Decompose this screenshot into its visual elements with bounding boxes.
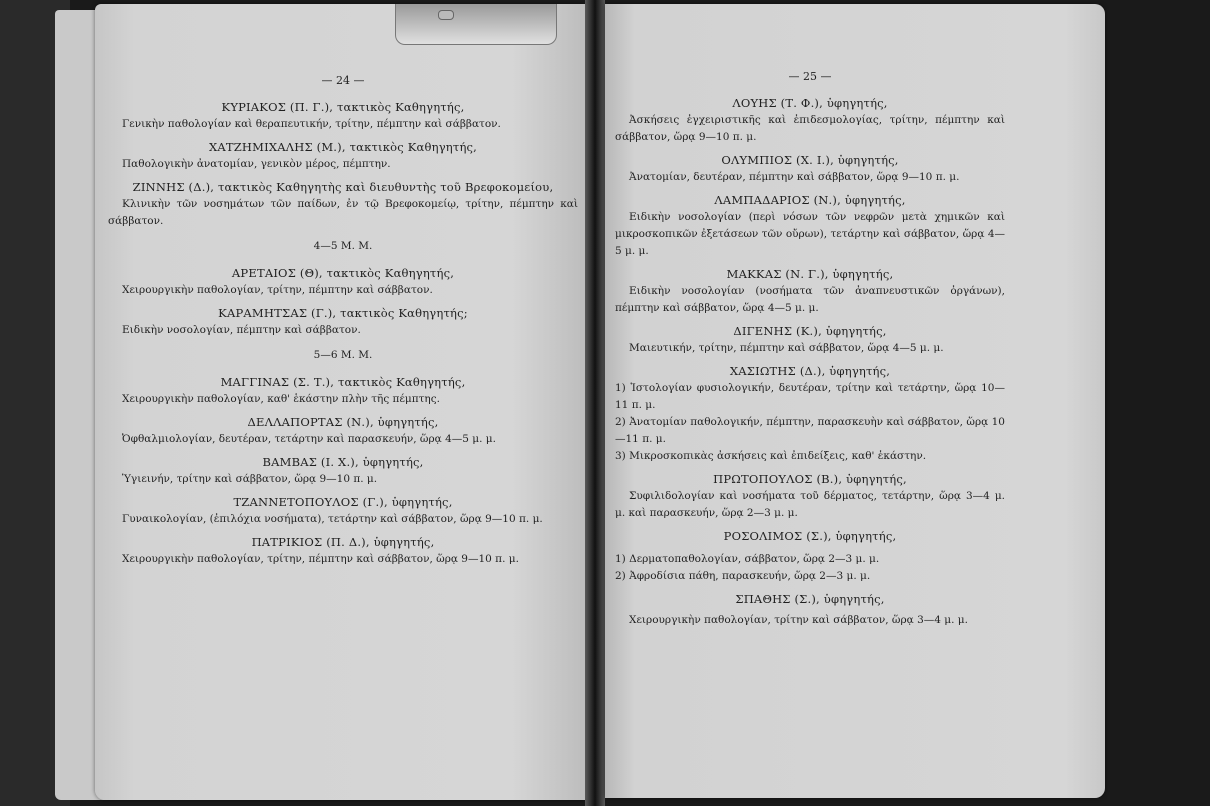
time-heading: 4—5 Μ. Μ. — [313, 240, 373, 252]
faculty-name: ΠΡΩΤΟΠΟΥΛΟΣ (Β.), ὑφηγητής, — [713, 472, 907, 486]
faculty-name: ΚΥΡΙΑΚΟΣ (Π. Γ.), τακτικὸς Καθηγητής, — [221, 100, 465, 114]
numbered-course-item: 1) Δερματοπαθολογίαν, σάββατον, ὥρᾳ 2—3 μ. μ. — [615, 553, 880, 565]
left-blocks — [108, 99, 578, 568]
page-number: — 24 — — [321, 74, 365, 87]
course-description: Χειρουργικὴν παθολογίαν, καθ' ἑκάστην πλὴν τῆς πέμπτης. — [122, 393, 440, 405]
course-description: Ἀσκήσεις ἐγχειριστικῆς καὶ ἐπιδεσμολογίας, τρίτην, πέμπτην καὶ σάββατον, ὥρᾳ 9—10 π. μ. — [615, 114, 1005, 143]
faculty-name: ΣΠΑΘΗΣ (Σ.), ὑφηγητής, — [735, 592, 885, 606]
faculty-name: ΛΑΜΠΑΔΑΡΙΟΣ (Ν.), ὑφηγητής, — [714, 193, 906, 207]
course-description: Ειδικὴν νοσολογίαν (νοσήματα τῶν ἀναπνευστικῶν ὀργάνων), πέμπτην καὶ σάββατον, ὥρᾳ 4—5 μ. μ. — [615, 285, 1005, 314]
faculty-name: ΖΙΝΝΗΣ (Δ.), τακτικὸς Καθηγητὴς καὶ διευθυντὴς τοῦ Βρεφοκομείου, — [132, 180, 554, 194]
faculty-name: ΒΑΜΒΑΣ (Ι. Χ.), ὑφηγητής, — [262, 455, 424, 469]
course-description: Ἀνατομίαν, δευτέραν, πέμπτην καὶ σάββατον, ὥρᾳ 9—10 π. μ. — [629, 171, 960, 183]
faculty-name: ΤΖΑΝΝΕΤΟΠΟΥΛΟΣ (Γ.), ὑφηγητής, — [233, 495, 453, 509]
binder-clip — [395, 4, 557, 45]
course-description: Ειδικὴν νοσολογίαν (περὶ νόσων τῶν νεφρῶν μετὰ χημικῶν καὶ μικροσκοπικῶν ἐξετάσεων τῶν οὔρων), τετάρτην καὶ σάββατον, ὥρᾳ 4—5 μ. μ. — [615, 211, 1005, 257]
left-page-text — [108, 72, 578, 574]
faculty-name: ΧΑΣΙΩΤΗΣ (Δ.), ὑφηγητής, — [729, 364, 891, 378]
numbered-course-item: 2) Ἀνατομίαν παθολογικήν, πέμπτην, παρασκευὴν καὶ σάββατον, ὥρᾳ 10—11 π. μ. — [615, 416, 1005, 445]
faculty-name: ΛΟΥΗΣ (Τ. Φ.), ὑφηγητής, — [732, 96, 888, 110]
course-description: Ειδικὴν νοσολογίαν, πέμπτην καὶ σάββατον. — [122, 324, 361, 336]
course-description: Κλινικὴν τῶν νοσημάτων τῶν παίδων, ἐν τῷ Βρεφοκομείῳ, τρίτην, πέμπτην καὶ σάββατον. — [108, 198, 578, 227]
course-description: Γενικὴν παθολογίαν καὶ θεραπευτικήν, τρίτην, πέμπτην καὶ σάββατον. — [122, 118, 501, 130]
numbered-course-item: 2) Ἀφροδίσια πάθη, παρασκευήν, ὥρᾳ 2—3 μ. μ. — [615, 570, 871, 582]
book-gutter — [585, 0, 605, 806]
course-description: Ὀφθαλμιολογίαν, δευτέραν, τετάρτην καὶ παρασκευήν, ὥρᾳ 4—5 μ. μ. — [122, 433, 496, 445]
course-description: Συφιλιδολογίαν καὶ νοσήματα τοῦ δέρματος, τετάρτην, ὥρᾳ 3—4 μ. μ. καὶ παρασκευήν, ὥρᾳ 2—3 μ. μ. — [615, 490, 1005, 519]
course-description: Γυναικολογίαν, (ἐπιλόχια νοσήματα), τετάρτην καὶ σάββατον, ὥρᾳ 9—10 π. μ. — [122, 513, 543, 525]
faculty-name: ΜΑΓΓΙΝΑΣ (Σ. Τ.), τακτικὸς Καθηγητής, — [220, 375, 466, 389]
page-number: — 25 — — [788, 70, 832, 83]
faculty-name: ΧΑΤΖΗΜΙΧΑΛΗΣ (Μ.), τακτικὸς Καθηγητής, — [208, 140, 478, 154]
course-description: Χειρουργικὴν παθολογίαν, τρίτην, πέμπτην καὶ σάββατον, ὥρᾳ 9—10 π. μ. — [122, 553, 519, 565]
faculty-name: ΜΑΚΚΑΣ (Ν. Γ.), ὑφηγητής, — [726, 267, 894, 281]
course-description: Παθολογικὴν ἀνατομίαν, γενικὸν μέρος, πέμπτην. — [122, 158, 391, 170]
faculty-name: ΔΕΛΛΑΠΟΡΤΑΣ (Ν.), ὑφηγητής, — [247, 415, 439, 429]
faculty-name: ΠΑΤΡΙΚΙΟΣ (Π. Δ.), ὑφηγητής, — [251, 535, 435, 549]
faculty-name: ΑΡΕΤΑΙΟΣ (Θ), τακτικὸς Καθηγητής, — [231, 266, 455, 280]
right-page-text — [615, 68, 1005, 635]
time-heading: 5—6 Μ. Μ. — [313, 349, 373, 361]
course-description: Μαιευτικήν, τρίτην, πέμπτην καὶ σάββατον, ὥρᾳ 4—5 μ. μ. — [629, 342, 944, 354]
numbered-course-item: 3) Μικροσκοπικὰς ἀσκήσεις καὶ ἐπιδείξεις, καθ' ἑκάστην. — [615, 450, 927, 462]
clip-hole — [438, 10, 454, 20]
course-description: Χειρουργικὴν παθολογίαν, τρίτην καὶ σάββατον, ὥρᾳ 3—4 μ. μ. — [629, 614, 968, 626]
right-blocks — [615, 95, 1005, 629]
course-description: Χειρουργικὴν παθολογίαν, τρίτην, πέμπτην καὶ σάββατον. — [122, 284, 433, 296]
faculty-name: ΡΟΣΟΛΙΜΟΣ (Σ.), ὑφηγητής, — [723, 529, 897, 543]
numbered-course-item: 1) Ἱστολογίαν φυσιολογικήν, δευτέραν, τρίτην καὶ τετάρτην, ὥρᾳ 10—11 π. μ. — [615, 382, 1005, 411]
faculty-name: ΟΛΥΜΠΙΟΣ (Χ. Ι.), ὑφηγητής, — [721, 153, 899, 167]
faculty-name: ΔΙΓΕΝΗΣ (Κ.), ὑφηγητής, — [733, 324, 887, 338]
course-description: Ὑγιεινήν, τρίτην καὶ σάββατον, ὥρᾳ 9—10 π. μ. — [122, 473, 378, 485]
faculty-name: ΚΑΡΑΜΗΤΣΑΣ (Γ.), τακτικὸς Καθηγητής; — [218, 306, 468, 320]
